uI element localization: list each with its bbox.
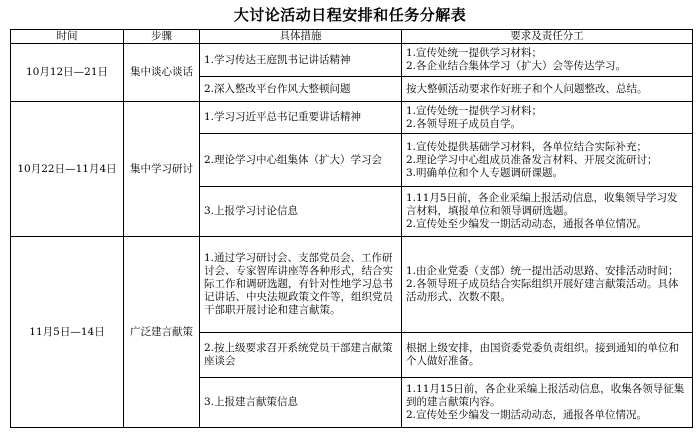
time-cell: 10月12日—21日 <box>11 44 124 102</box>
header-row <box>11 30 693 44</box>
measure-cell: 3.上报建言献策信息 <box>200 378 402 428</box>
requirement-cell: 1.宣传处提供基础学习材料，各单位结合实际补充； 2.理论学习中心组成员准备发言材料、开展交流研讨； 3.明确单位和个人专题调研课题。 <box>402 134 693 187</box>
requirement-cell: 根据上级安排，由国资委党委负责组织。接到通知的单位和个人做好准备。 <box>402 333 693 378</box>
step-cell: 集中谈心谈话 <box>124 44 200 102</box>
step-cell: 广泛建言献策 <box>124 237 200 428</box>
header-measures: 具体措施 <box>200 30 402 44</box>
table-row <box>11 237 693 333</box>
time-cell: 11月5日—14日 <box>11 237 124 428</box>
table-row <box>11 102 693 134</box>
measure-cell: 1.学习传达王庭凯书记讲话精神 <box>200 44 402 77</box>
table-row <box>11 44 693 77</box>
header-time: 时间 <box>11 30 124 44</box>
measure-cell: 2.按上级要求召开系统党员干部建言献策座谈会 <box>200 333 402 378</box>
measure-cell: 3.上报学习讨论信息 <box>200 187 402 237</box>
measure-cell: 2.深入整改平台作风大整顿问题 <box>200 77 402 102</box>
requirement-cell: 1.宣传处统一提供学习材料； 2.各领导班子成员自学。 <box>402 102 693 134</box>
requirement-cell: 1.由企业党委（支部）统一提出活动思路、安排活动时间； 2.各领导班子成员结合实际组织开展好建言献策活动。具体活动形式、次数不限。 <box>402 237 693 333</box>
document-title: 大讨论活动日程安排和任务分解表 <box>233 6 467 24</box>
measure-cell: 1.通过学习研讨会、支部党员会、工作研讨会、专家智库讲座等各种形式，结合实际工作和调研选题，有针对性地学习总书记讲话、中央法规政策文件等，组织党员干部职开展讨论和建言献策。 <box>200 237 402 333</box>
header-step: 步骤 <box>124 30 200 44</box>
step-cell: 集中学习研讨 <box>124 102 200 237</box>
measure-cell: 2.理论学习中心组集体（扩大）学习会 <box>200 134 402 187</box>
schedule-table <box>10 29 693 428</box>
requirement-cell: 1.11月15日前，各企业采编上报活动信息，收集各领导征集到的建言献策内容。 2.宣传处至少编发一期活动动态，通报各单位情况。 <box>402 378 693 428</box>
time-cell: 10月22日—11月4日 <box>11 102 124 237</box>
requirement-cell: 按大整顿活动要求作好班子和个人问题整改、总结。 <box>402 77 693 102</box>
measure-cell: 1.学习习近平总书记重要讲话精神 <box>200 102 402 134</box>
header-requirements: 要求及责任分工 <box>402 30 693 44</box>
requirement-cell: 1.宣传处统一提供学习材料； 2.各企业结合集体学习（扩大）会等传达学习。 <box>402 44 693 77</box>
requirement-cell: 1.11月5日前，各企业采编上报活动信息，收集领导学习发言材料，填报单位和领导调研选题。 2.宣传处至少编发一期活动动态，通报各单位情况。 <box>402 187 693 237</box>
